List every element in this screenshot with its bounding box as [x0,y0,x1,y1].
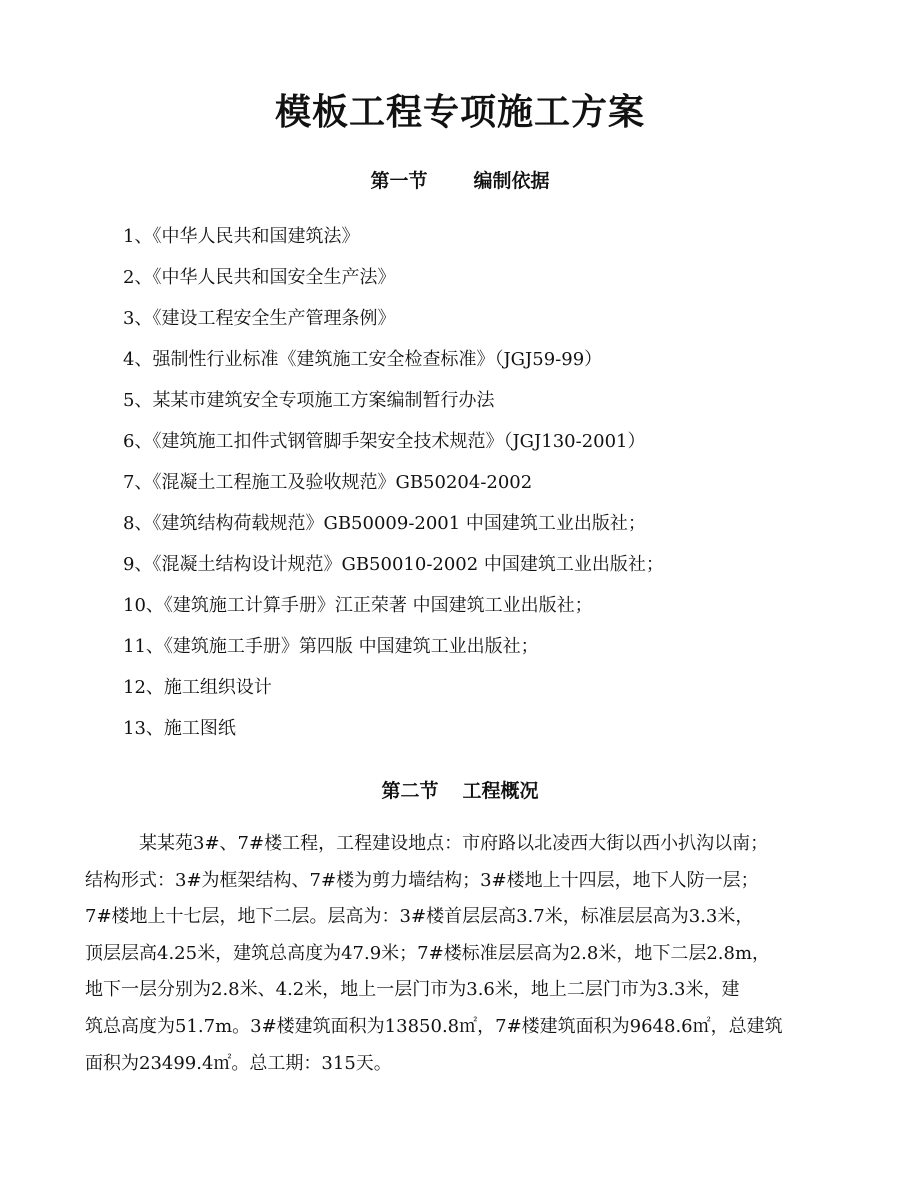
overview-line: 某某苑3#、7#楼工程，工程建设地点：市府路以北凌西大街以西小扒沟以南； [139,833,769,854]
reference-item: 3、《建设工程安全生产管理条例》 [123,308,396,329]
overview-line: 7#楼地上十七层，地下二层。层高为：3#楼首层层高3.7米，标准层层高为3.3米， [85,906,754,928]
section-2-title: 工程概况 [462,780,539,802]
reference-item: 9、《混凝土结构设计规范》GB50010-2002 中国建筑工业出版社； [123,554,664,575]
overview-line: 顶层层高4.25米，建筑总高度为47.9米；7#楼标准层层高为2.8米，地下二层2.8m， [85,942,771,964]
document-title: 模板工程专项施工方案 [274,92,645,133]
reference-item: 1、《中华人民共和国建筑法》 [123,226,360,247]
overview-line: 地下一层分别为2.8米、4.2米，地上一层门市为3.6米，地上二层门市为3.3米，建 [85,979,740,1001]
overview-line: 筑总高度为51.7m。3#楼建筑面积为13850.8㎡，7#楼建筑面积为9648.6㎡，总建筑 [85,1015,783,1037]
reference-item: 12、施工组织设计 [123,677,272,698]
reference-item: 10、《建筑施工计算手册》江正荣著 中国建筑工业出版社； [123,595,593,616]
reference-item: 6、《建筑施工扣件式钢管脚手架安全技术规范》（JGJ130-2001） [123,431,646,452]
reference-list [123,222,664,755]
reference-item: 11、《建筑施工手册》第四版 中国建筑工业出版社； [123,636,539,657]
reference-item: 8、《建筑结构荷载规范》GB50009-2001 中国建筑工业出版社； [123,513,646,534]
section-1-title: 编制依据 [473,170,550,192]
reference-item: 4、强制性行业标准《建筑施工安全检查标准》（JGJ59-99） [123,349,603,370]
reference-item: 5、某某市建筑安全专项施工方案编制暂行办法 [123,390,495,411]
section-2-number: 第二节 [381,780,439,802]
reference-item: 7、《混凝土工程施工及验收规范》GB50204-2002 [123,472,533,493]
section-1-heading [0,166,920,193]
project-overview-paragraph [85,826,835,1082]
overview-line: 结构形式：3#为框架结构、7#楼为剪力墙结构；3#楼地上十四层，地下人防一层； [85,869,759,891]
section-2-heading [0,776,920,803]
section-1-number: 第一节 [370,170,428,192]
reference-item: 13、施工图纸 [123,718,236,739]
overview-line: 面积为23499.4㎡。总工期：315天。 [85,1052,392,1074]
reference-item: 2、《中华人民共和国安全生产法》 [123,267,396,288]
